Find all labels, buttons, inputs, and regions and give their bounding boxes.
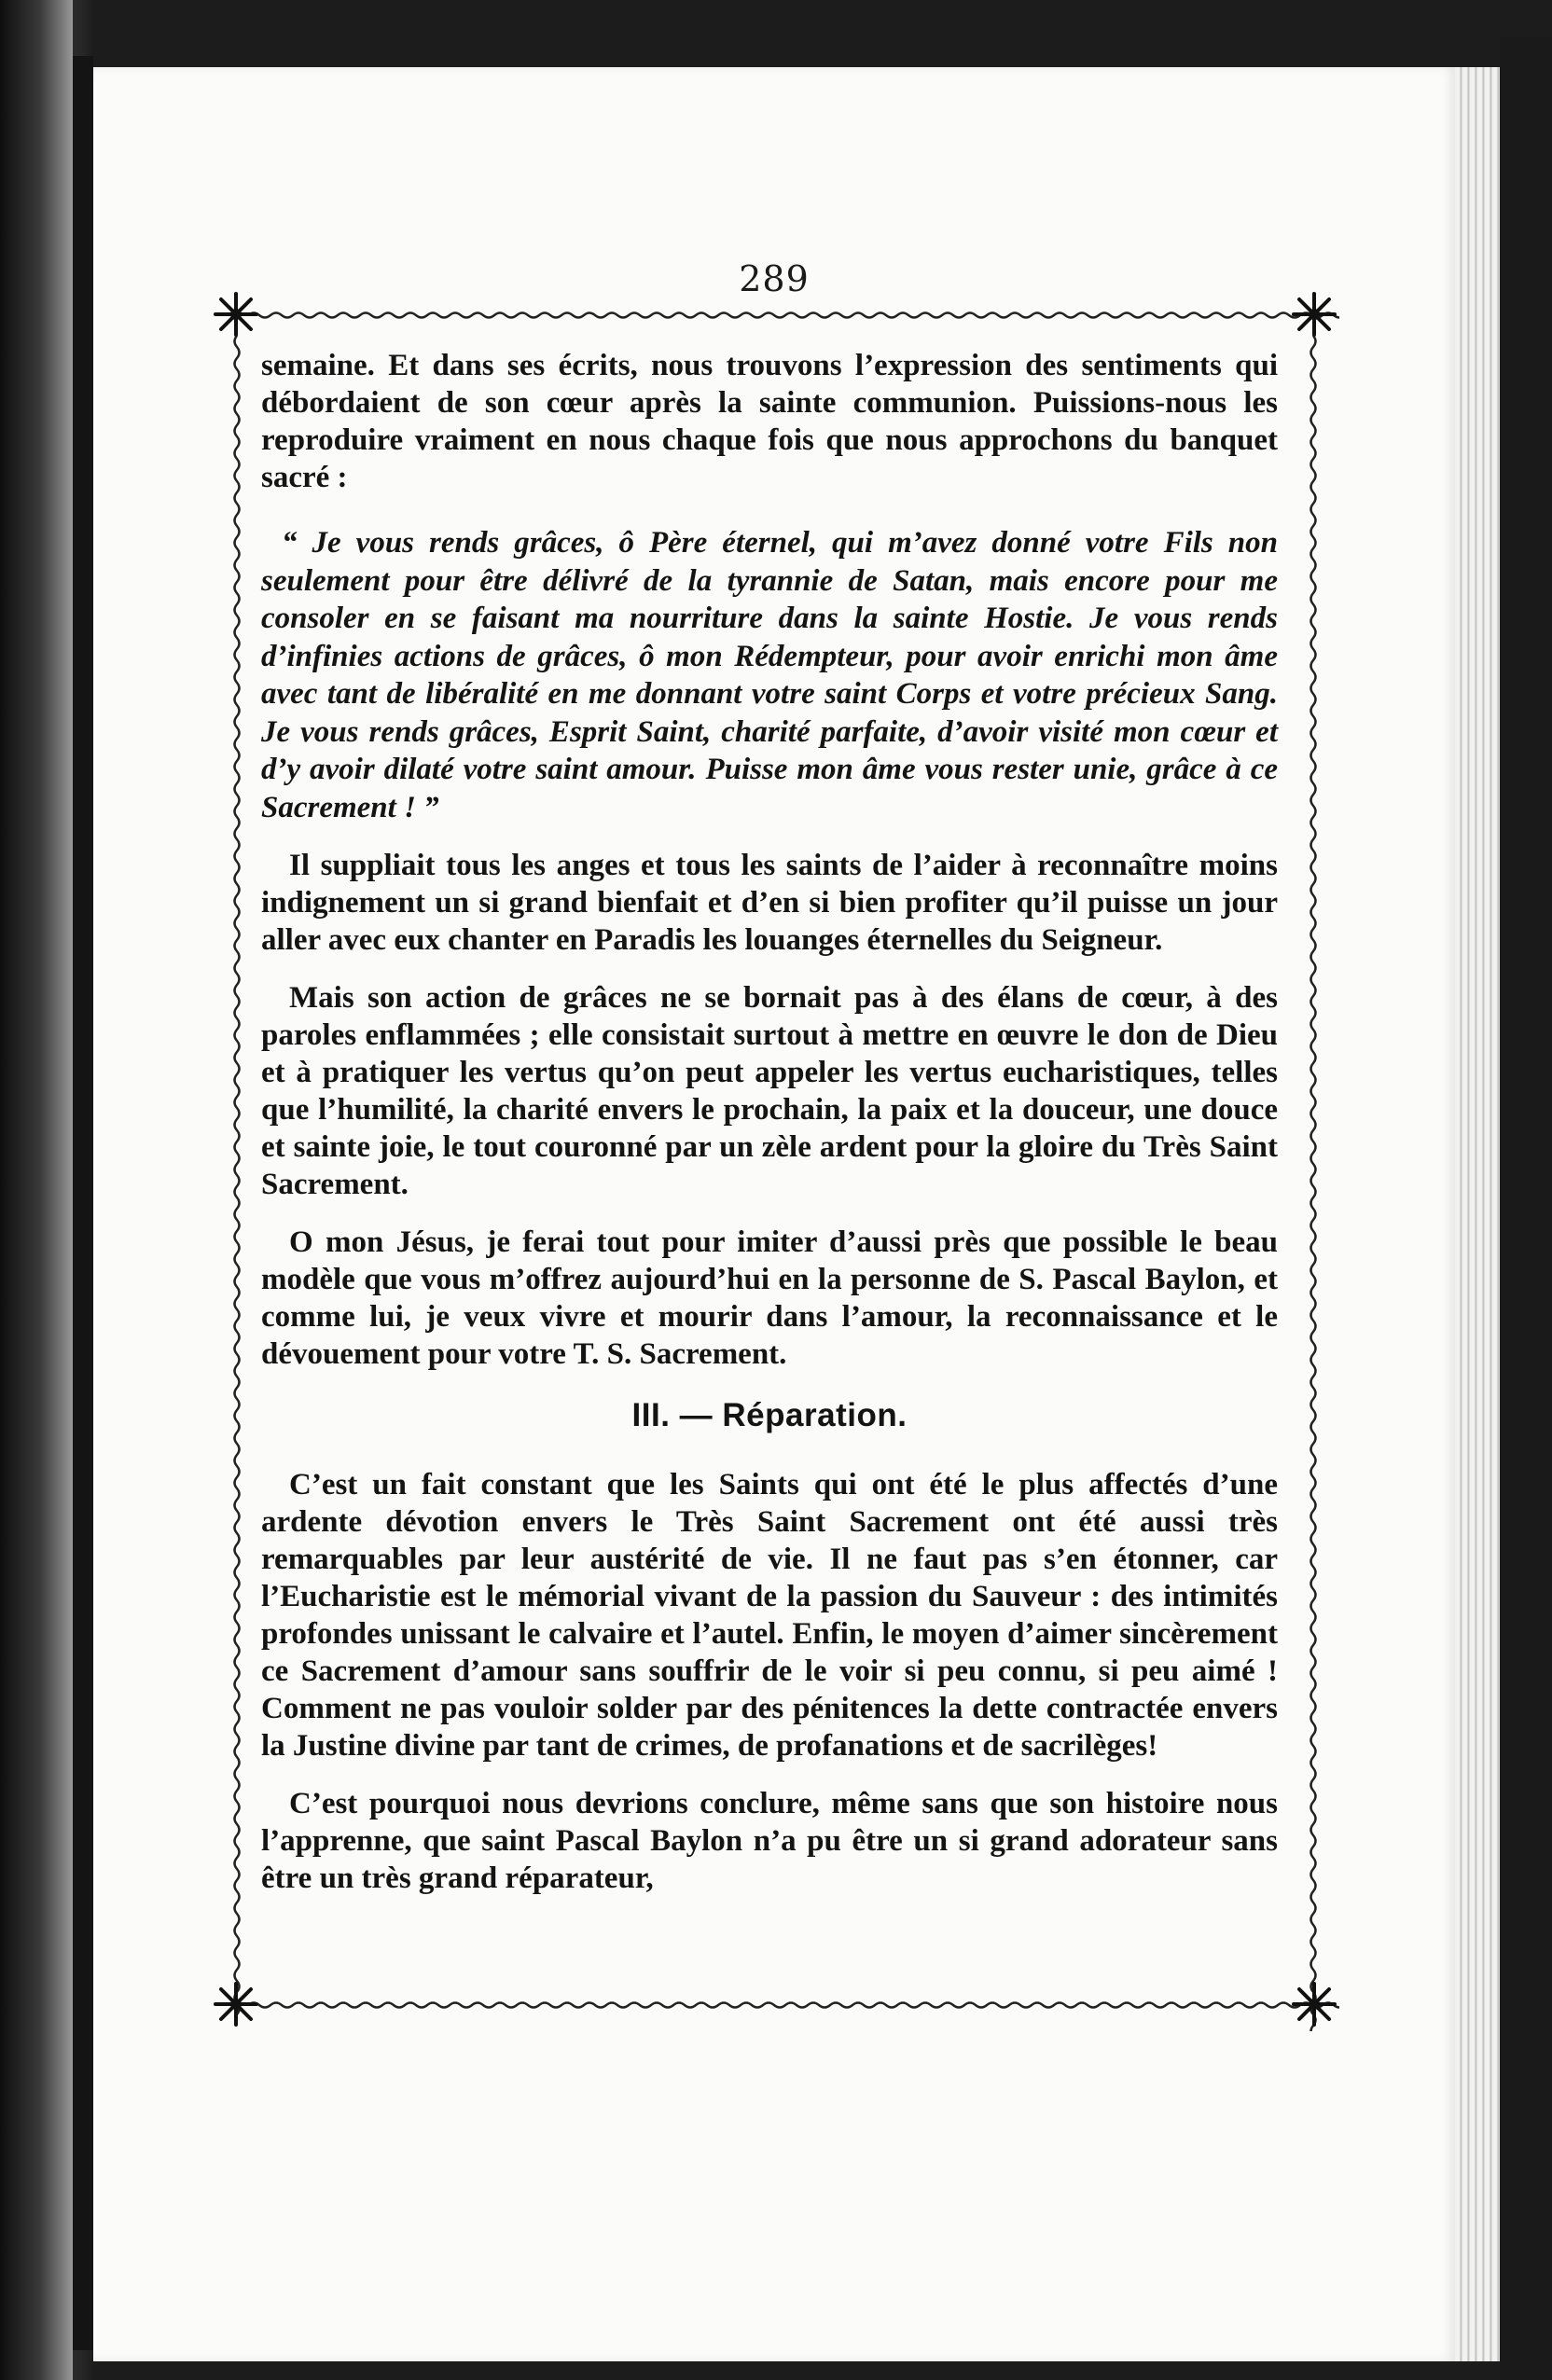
paragraph-continuation: semaine. Et dans ses écrits, nous trouvons l’expression des sentiments qui débordaient de son cœur après la sainte communion. Puissions-nous les reproduire vraiment en nous chaque fois que nous approchons du banquet sacré : [261, 349, 1278, 494]
section-heading: III. — Réparation. [631, 1397, 908, 1433]
paragraph: C’est pourquoi nous devrions conclure, même sans que son histoire nous l’apprenne, que saint Pascal Baylon n’a pu être un si grand adorateur sans être un très grand réparateur, [261, 1787, 1278, 1895]
paragraph: Mais son action de grâces ne se bornait pas à des élans de cœur, à des paroles enflammées ; elle consistait surtout à mettre en œuvre le don de Dieu et à pratiquer les vertus qu’on peut appeler les vertus eucharistiques, telles que l’humilité, la charité envers le prochain, la paix et la douceur, une douce et sainte joie, le tout couronné par un zèle ardent pour la gloire du Très Saint Sacrement. [261, 981, 1278, 1201]
paragraph: O mon Jésus, je ferai tout pour imiter d’aussi près que possible le beau modèle que vous m’offrez aujourd’hui en la personne de S. Pascal Baylon, et comme lui, je veux vivre et mourir dans l’amour, la reconnaissance et le dévouement pour votre T. S. Sacrement. [261, 1225, 1278, 1371]
corner-fleuron-icon [1289, 1979, 1339, 2029]
background-shadow [1500, 37, 1552, 2380]
page-body-text [261, 347, 1278, 1917]
previous-page-edge [0, 0, 73, 2380]
book-page [93, 67, 1455, 2361]
page-stack-edge [1455, 67, 1500, 2361]
corner-fleuron-icon [1289, 289, 1339, 339]
page-number: 289 [739, 258, 810, 299]
prayer-quotation: “ Je vous rends grâces, ô Père éternel, qui m’avez donné votre Fils non seulement pour être délivré de la tyrannie de Satan, mais encore pour me consoler en se faisant ma nourriture dans la sainte Hostie. Je vous rends d’infinies actions de grâces, ô mon Rédempteur, pour avoir enrichi mon âme avec tant de libéralité en me donnant votre saint Corps et votre précieux Sang. Je vous rends grâces, Esprit Saint, charité parfaite, d’avoir visité mon cœur et d’y avoir dilaté votre saint amour. Puisse mon âme vous rester unie, grâce à ce Sacrement ! ” [261, 526, 1278, 824]
paragraph: Il suppliait tous les anges et tous les saints de l’aider à reconnaître moins indignement un si grand bienfait et d’en si bien profiter qu’il puisse un jour aller avec eux chanter en Paradis les louanges éternelles du Seigneur. [261, 849, 1278, 957]
paragraph: C’est un fait constant que les Saints qui ont été le plus affectés d’une ardente dévotion envers le Très Saint Sacrement ont été aussi très remarquables par leur austérité de vie. Il ne faut pas s’en étonner, car l’Eucharistie est le mémorial vivant de la passion du Sauveur : des intimités profondes unissant le calvaire et l’autel. Enfin, le moyen d’aimer sincèrement ce Sacrement d’amour sans souffrir de le voir si peu connu, si peu aimé ! Comment ne pas vouloir solder par des pénitences la dette contractée envers la Justine divine par tant de crimes, de profanations et de sacrilèges! [261, 1468, 1278, 1763]
corner-fleuron-icon [211, 1979, 261, 2029]
corner-fleuron-icon [211, 289, 261, 339]
book-gutter [73, 56, 93, 2350]
